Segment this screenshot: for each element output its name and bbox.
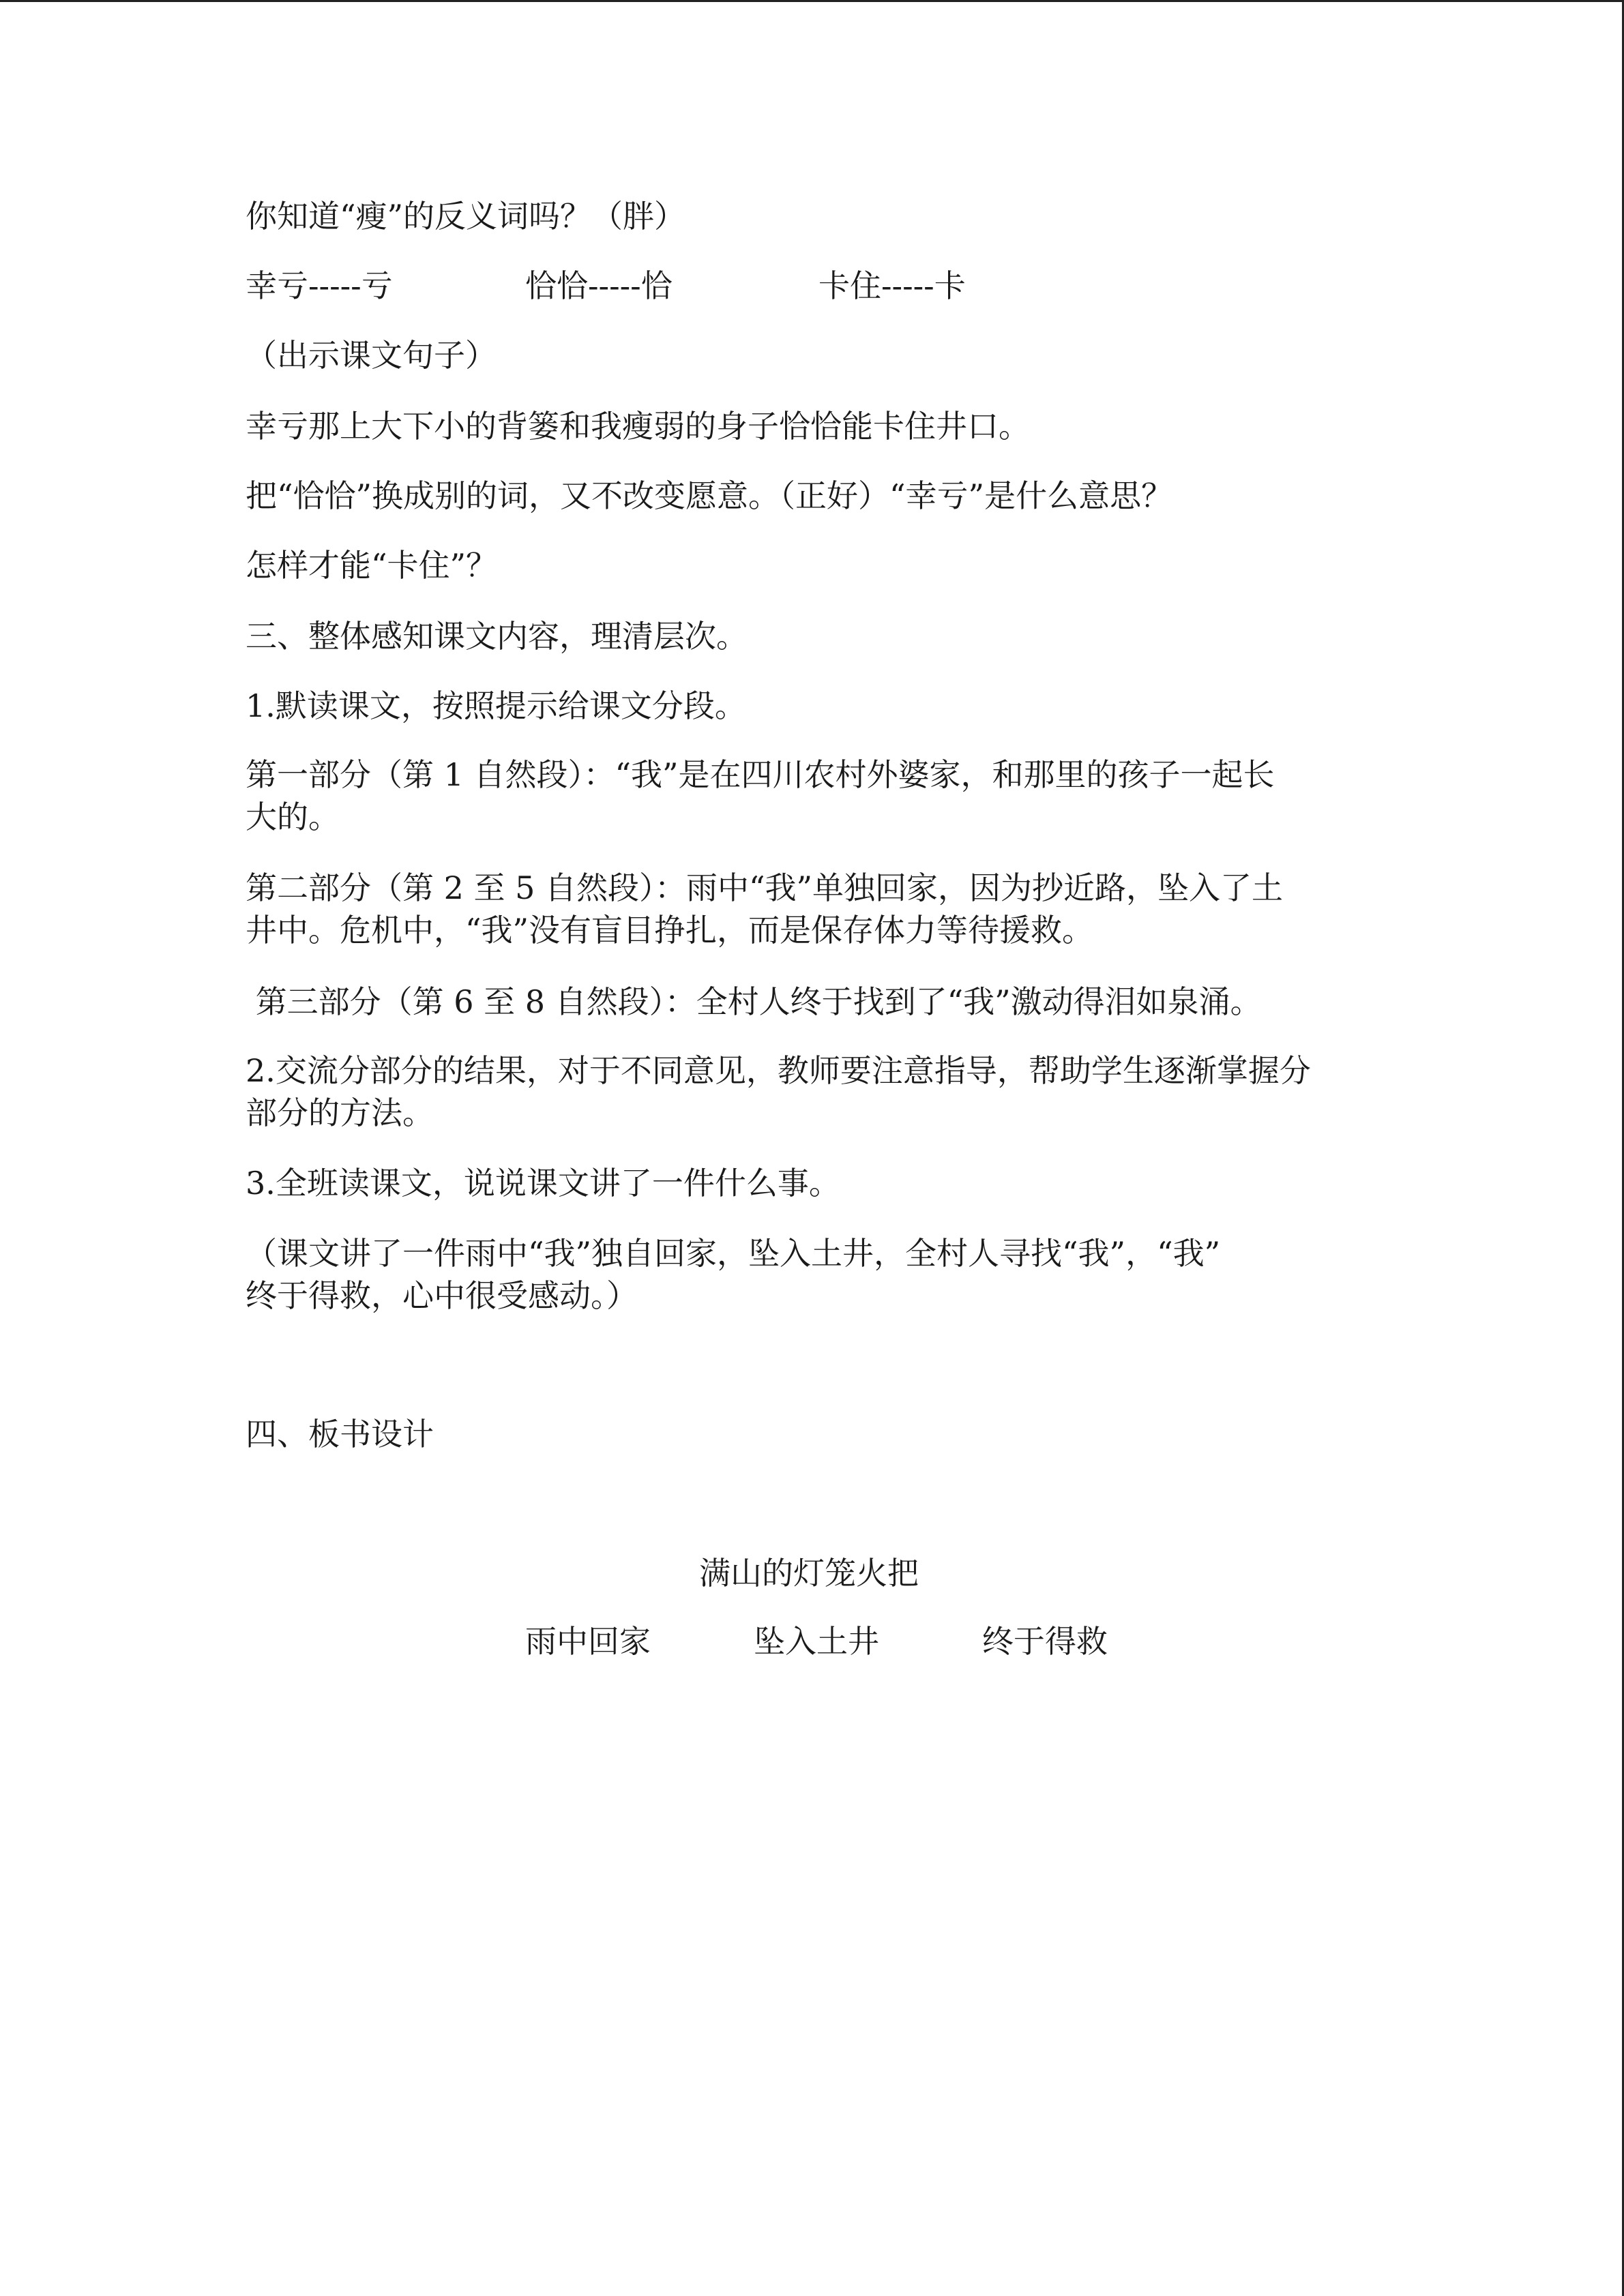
- board-item-rain-return: 雨中回家: [525, 1623, 651, 1660]
- word-pair-kazhu: 卡住-----卡: [818, 267, 966, 304]
- step-two-line-1: 2.交流分部分的结果，对于不同意见，教师要注意指导，帮助学生逐渐掌握分: [246, 1052, 1311, 1089]
- summary-paragraph: [246, 1232, 1364, 1317]
- part-two-line-1: 第二部分（第 2 至 5 自然段）：雨中“我”单独回家，因为抄近路，坠入了土: [246, 869, 1284, 906]
- word-pair-qiaqia: 恰恰-----恰: [525, 267, 673, 304]
- part-one-paragraph: [246, 754, 1364, 838]
- word-pair-xingkui: 幸亏-----亏: [246, 267, 393, 304]
- summary-line-1: （课文讲了一件雨中“我”独自回家，坠入土井，全村人寻找“我”，“我”: [246, 1235, 1221, 1272]
- word-pairs-row: [246, 264, 1364, 308]
- part-one-line-1: 第一部分（第 1 自然段）：“我”是在四川农村外婆家，和那里的孩子一起长: [246, 756, 1275, 793]
- text-sentence: 幸亏那上大下小的背篓和我瘦弱的身子恰恰能卡住井口。: [246, 408, 1030, 445]
- summary-line-2: 终于得救，心中很受感动。）: [246, 1277, 638, 1314]
- step-one: 1.默读课文，按照提示给课文分段。: [246, 687, 746, 724]
- part-two-line-2: 井中。危机中，“我”没有盲目挣扎，而是保存体力等待援救。: [246, 912, 1094, 949]
- step-two-line-2: 部分的方法。: [246, 1094, 434, 1131]
- show-sentence-note: （出示课文句子）: [246, 337, 497, 374]
- question-qiaqia: 把“恰恰”换成别的词，又不改变愿意。（正好）“幸亏”是什么意思？: [246, 477, 1173, 514]
- board-item-fall-well: 坠入土井: [754, 1623, 879, 1660]
- section-four-heading: 四、板书设计: [246, 1416, 434, 1452]
- board-items-row: [246, 1620, 1364, 1663]
- part-three-line: 第三部分（第 6 至 8 自然段）：全村人终于找到了“我”激动得泪如泉涌。: [246, 983, 1262, 1020]
- page-top-border: [0, 0, 1624, 2]
- board-item-rescued: 终于得救: [982, 1623, 1108, 1660]
- step-two-paragraph: [246, 1049, 1364, 1134]
- part-two-paragraph: [246, 867, 1364, 951]
- question-kazhu: 怎样才能“卡住”？: [246, 547, 498, 584]
- part-one-line-2: 大的。: [246, 799, 340, 835]
- step-three: 3.全班读课文，说说课文讲了一件什么事。: [246, 1165, 840, 1202]
- question-antonym: 你知道“瘦”的反义词吗？（胖）: [246, 198, 686, 235]
- section-three-heading: 三、整体感知课文内容，理清层次。: [246, 618, 748, 655]
- board-title: 满山的灯笼火把: [699, 1555, 919, 1592]
